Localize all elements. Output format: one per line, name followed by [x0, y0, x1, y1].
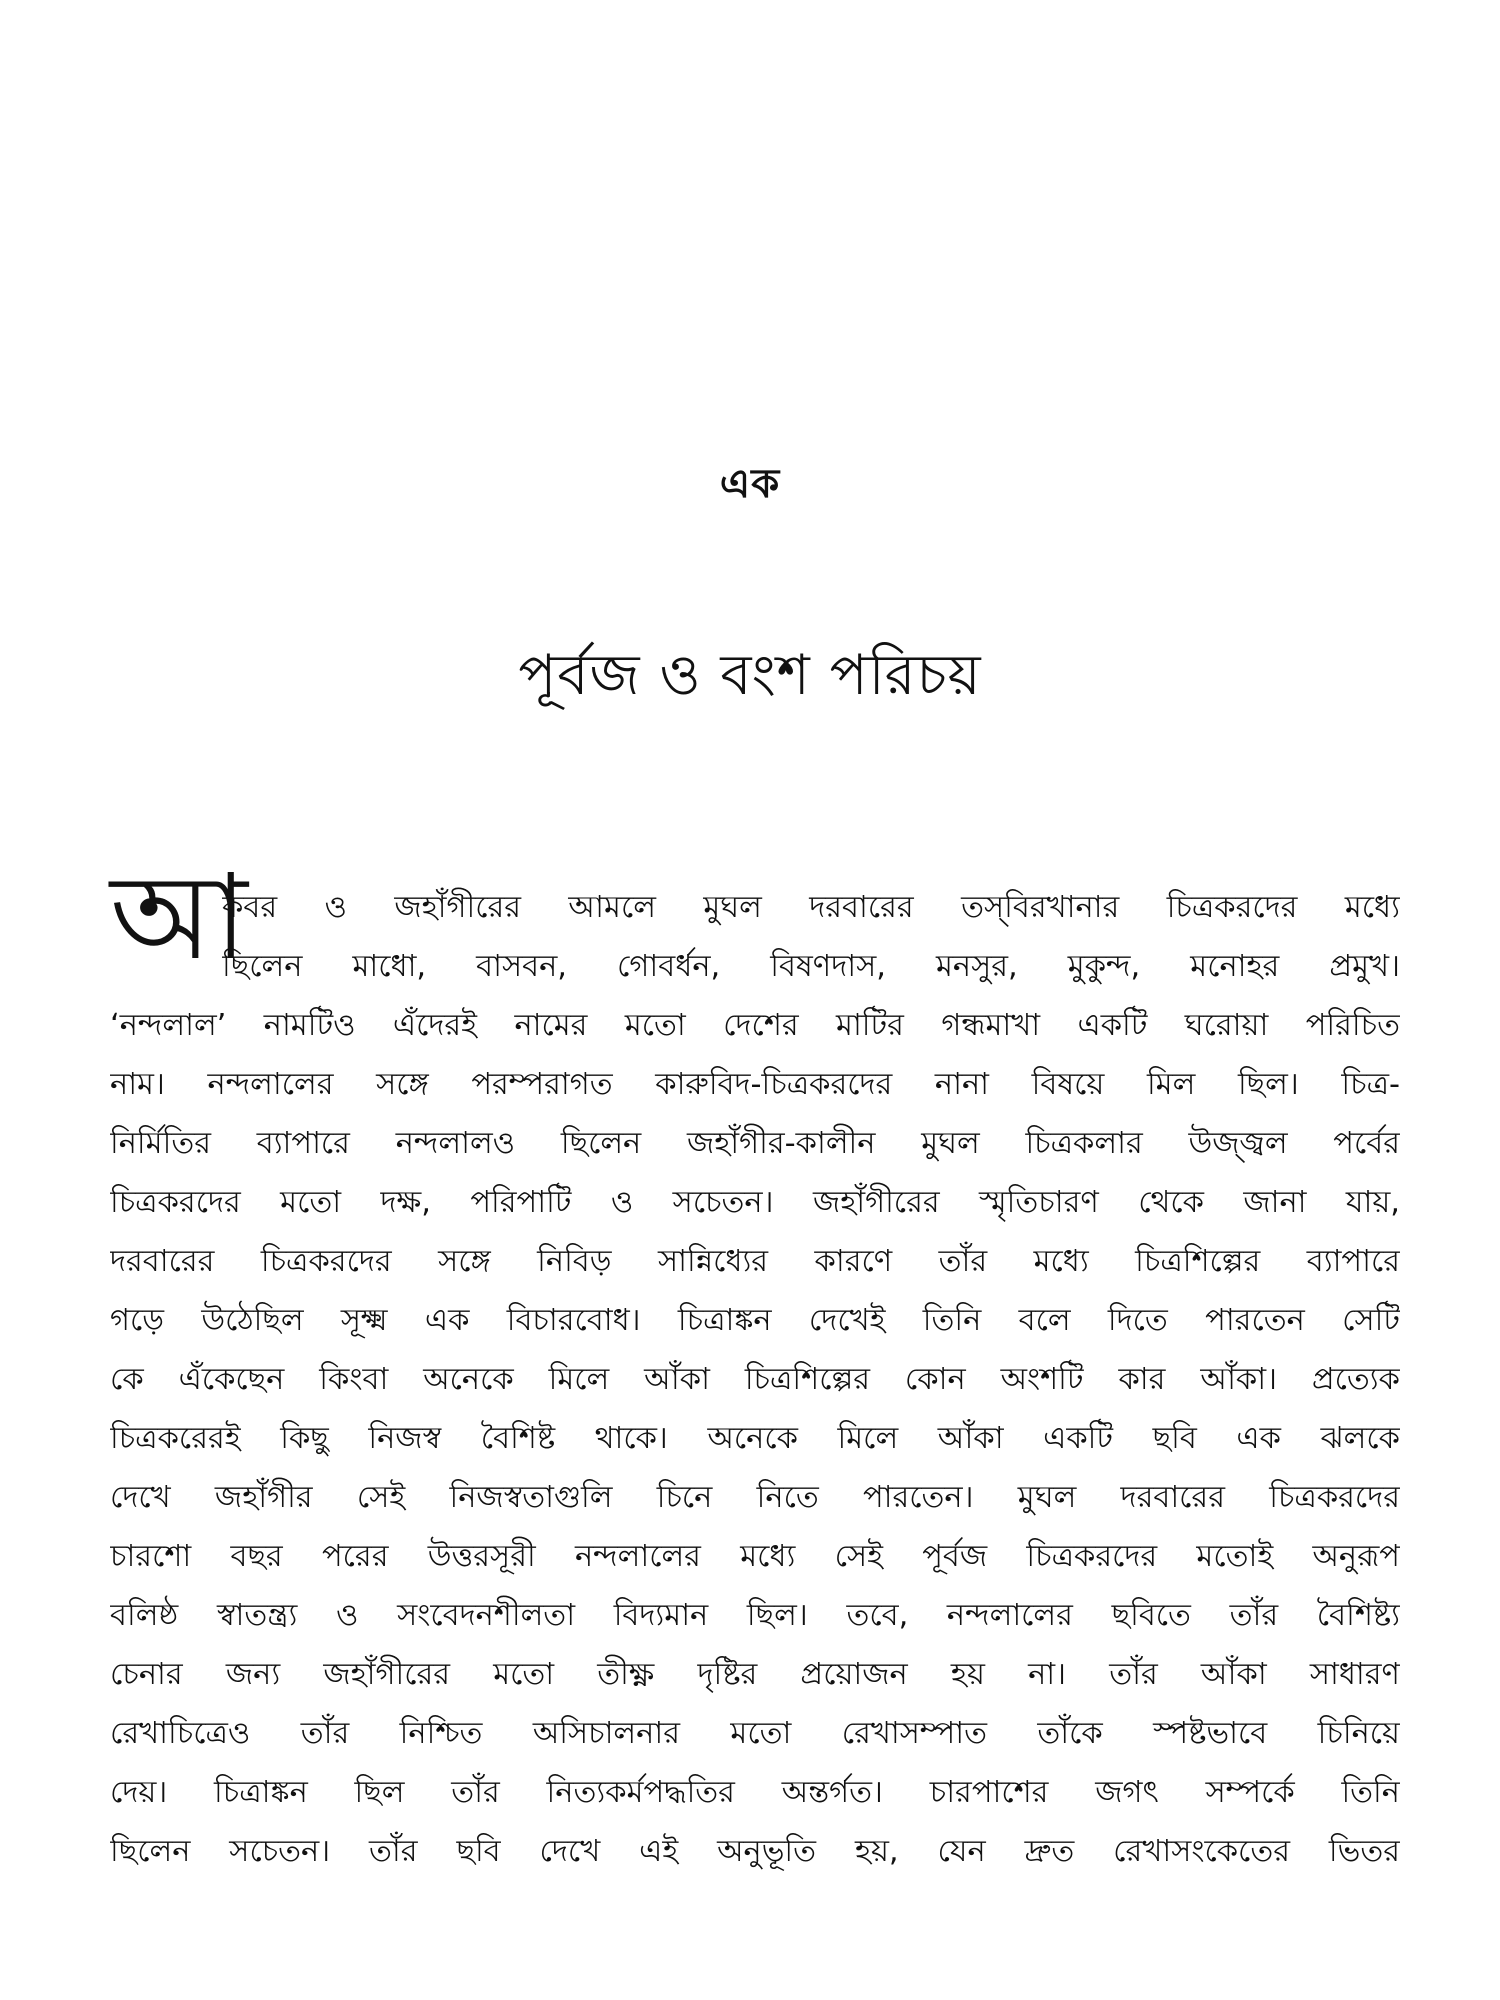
text-line: রেখাচিত্রেও তাঁর নিশ্চিত অসিচালনার মতো রেখাসম্পাত তাঁকে স্পষ্টভাবে চিনিয়ে [110, 1716, 1400, 1751]
text-line: ‘নন্দলাল’ নামটিও এঁদেরই নামের মতো দেশের মাটির গন্ধমাখা একটি ঘরোয়া পরিচিত [110, 1008, 1400, 1043]
text-line: বলিষ্ঠ স্বাতন্ত্র্য ও সংবেদনশীলতা বিদ্যমান ছিল। তবে, নন্দলালের ছবিতে তাঁর বৈশিষ্ট্য [110, 1598, 1400, 1633]
text-line: চিত্রকরদের মতো দক্ষ, পরিপাটি ও সচেতন। জহাঁগীরের স্মৃতিচারণ থেকে জানা যায়, [110, 1185, 1400, 1220]
text-line: ছিলেন মাধো, বাসবন, গোবর্ধন, বিষণদাস, মনসুর, মুকুন্দ, মনোহর প্রমুখ। [222, 949, 1400, 984]
text-line: চারশো বছর পরের উত্তরসূরী নন্দলালের মধ্যে সেই পূর্বজ চিত্রকরদের মতোই অনুরূপ [110, 1539, 1400, 1574]
text-line: দেয়। চিত্রাঙ্কন ছিল তাঁর নিত্যকর্মপদ্ধতির অন্তর্গত। চারপাশের জগৎ সম্পর্কে তিনি [110, 1775, 1400, 1810]
text-line: চিত্রকরেরই কিছু নিজস্ব বৈশিষ্ট থাকে। অনেকে মিলে আঁকা একটি ছবি এক ঝলকে [110, 1421, 1400, 1456]
chapter-title: পূর্বজ ও বংশ পরিচয় [518, 643, 982, 708]
body-paragraph [110, 848, 1400, 1881]
text-line: দরবারের চিত্রকরদের সঙ্গে নিবিড় সান্নিধ্যের কারণে তাঁর মধ্যে চিত্রশিল্পের ব্যাপারে [110, 1244, 1400, 1279]
text-line: গড়ে উঠেছিল সূক্ষ্ম এক বিচারবোধ। চিত্রাঙ্কন দেখেই তিনি বলে দিতে পারতেন সেটি [110, 1303, 1400, 1338]
text-line: ছিলেন সচেতন। তাঁর ছবি দেখে এই অনুভূতি হয়, যেন দ্রুত রেখাসংকেতের ভিতর [110, 1834, 1400, 1869]
text-line: দেখে জহাঁগীর সেই নিজস্বতাগুলি চিনে নিতে পারতেন। মুঘল দরবারের চিত্রকরদের [110, 1480, 1400, 1515]
text-line: কে এঁকেছেন কিংবা অনেকে মিলে আঁকা চিত্রশিল্পের কোন অংশটি কার আঁকা। প্রত্যেক [110, 1362, 1400, 1397]
text-line: নির্মিতির ব্যাপারে নন্দলালও ছিলেন জহাঁগীর-কালীন মুঘল চিত্রকলার উজ্জ্বল পর্বের [110, 1126, 1400, 1161]
drop-cap: আ [110, 848, 248, 986]
text-line: চেনার জন্য জহাঁগীরের মতো তীক্ষ্ণ দৃষ্টির প্রয়োজন হয় না। তাঁর আঁকা সাধারণ [110, 1657, 1400, 1692]
text-line: নাম। নন্দলালের সঙ্গে পরম্পরাগত কারুবিদ-চিত্রকরদের নানা বিষয়ে মিল ছিল। চিত্র- [110, 1067, 1400, 1102]
chapter-number: এক [719, 461, 781, 507]
text-line: কবর ও জহাঁগীরের আমলে মুঘল দরবারের তস্‌বিরখানার চিত্রকরদের মধ্যে [222, 890, 1400, 925]
